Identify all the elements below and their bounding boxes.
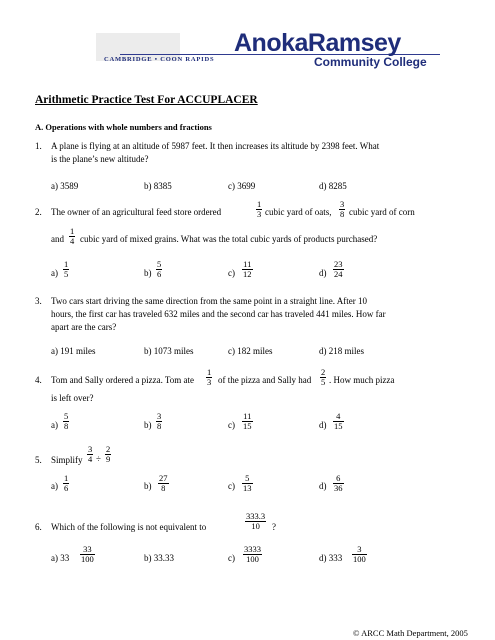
option-d: d) 218 miles [319,346,364,356]
question-text: of the pizza and Sally had [218,375,312,385]
option-d: d) [319,268,327,278]
question-number: 3. [35,296,42,306]
option-d: d) [319,420,327,430]
question-text: and [51,234,64,244]
option-b: b) 1073 miles [144,346,194,356]
option-b-fraction: $\frac{5}{6}$ [157,259,162,279]
question-number: 6. [35,522,42,532]
fraction: $\frac{2}{5}$ [321,367,326,387]
option-a-fraction: $\frac{33}{100}$ [81,544,94,564]
option-c: c) [228,420,235,430]
option-a-fraction: $\frac{1}{6}$ [64,473,69,493]
option-b: b) [144,420,152,430]
logo-college-name: AnokaRamsey [234,29,401,57]
option-a-fraction: $\frac{1}{5}$ [64,259,69,279]
question-text: cubic yard of mixed grains. What was the total cubic yards of products purchased? [80,234,378,244]
question-text: cubic yard of corn [349,207,415,217]
option-c: c) [228,268,235,278]
option-d-fraction: $\frac{23}{24}$ [334,259,343,279]
fraction: $\frac{1}{3}$ [257,199,262,219]
question-number: 1. [35,141,42,151]
option-c: c) 3699 [228,181,256,191]
question-text: is left over? [51,393,94,403]
question-text: Which of the following is not equivalent to [51,522,207,532]
option-d-fraction: $\frac{6}{36}$ [334,473,343,493]
section-heading: A. Operations with whole numbers and fractions [35,122,212,132]
option-a-fraction: $\frac{5}{8}$ [64,411,69,431]
option-b-fraction: $\frac{27}{8}$ [159,473,168,493]
divide-operator: ÷ [96,454,101,464]
option-b: b) [144,268,152,278]
option-a: a) 191 miles [51,346,96,356]
option-d: d) 333 [319,553,343,563]
option-a: a) [51,420,58,430]
fraction: $\frac{3}{8}$ [340,199,345,219]
question-number: 5. [35,455,42,465]
option-c-fraction: $\frac{11}{15}$ [243,411,252,431]
option-a: a) [51,481,58,491]
option-b: b) [144,481,152,491]
option-c-fraction: $\frac{11}{12}$ [243,259,252,279]
option-b-fraction: $\frac{3}{8}$ [157,411,162,431]
option-b: b) 33.33 [144,553,174,563]
option-d-fraction: $\frac{3}{100}$ [353,544,366,564]
question-text: cubic yard of oats, [265,207,332,217]
question-text: The owner of an agricultural feed store ordered [51,207,222,217]
option-c-fraction: $\frac{3333}{100}$ [244,544,261,564]
question-text: ? [272,522,276,532]
question-text: Tom and Sally ordered a pizza. Tom ate [51,375,195,385]
college-logo [96,26,442,74]
option-c: c) [228,481,235,491]
option-c: c) [228,553,235,563]
fraction: $\frac{2}{9}$ [106,444,111,464]
question-text: apart are the cars? [51,322,117,332]
fraction: $\frac{1}{3}$ [207,367,212,387]
page-title: Arithmetic Practice Test For ACCUPLACER [35,94,258,106]
question-text: Two cars start driving the same direction from the same point in a straight line. After 10 [51,296,368,306]
footer-copyright: © ARCC Math Department, 2005 [353,628,468,638]
fraction: $\frac{1}{4}$ [70,226,75,246]
question-text: Simplify [51,455,83,465]
question-number: 2. [35,207,42,217]
question-text: A plane is flying at an altitude of 5987 feet. It then increases its altitude by 2398 feet. What [51,141,380,151]
option-b: b) 8385 [144,181,172,191]
logo-community-college: Community College [314,55,427,69]
option-d: d) [319,481,327,491]
logo-campus-text: CAMBRIDGE • COON RAPIDS [104,56,215,63]
option-d: d) 8285 [319,181,347,191]
option-c-fraction: $\frac{5}{13}$ [243,473,252,493]
question-text: is the plane’s new altitude? [51,154,149,164]
option-a: a) 33 [51,553,70,563]
question-text: . How much pizza [329,375,395,385]
option-a: a) [51,268,58,278]
fraction: $\frac{3}{4}$ [88,444,93,464]
option-a: a) 3589 [51,181,79,191]
option-c: c) 182 miles [228,346,273,356]
fraction: $\frac{333.3}{10}$ [246,511,266,531]
question-number: 4. [35,375,42,385]
option-d-fraction: $\frac{4}{15}$ [334,411,343,431]
question-text: hours, the first car has traveled 632 miles and the second car has traveled 441 miles. How far [51,309,386,319]
